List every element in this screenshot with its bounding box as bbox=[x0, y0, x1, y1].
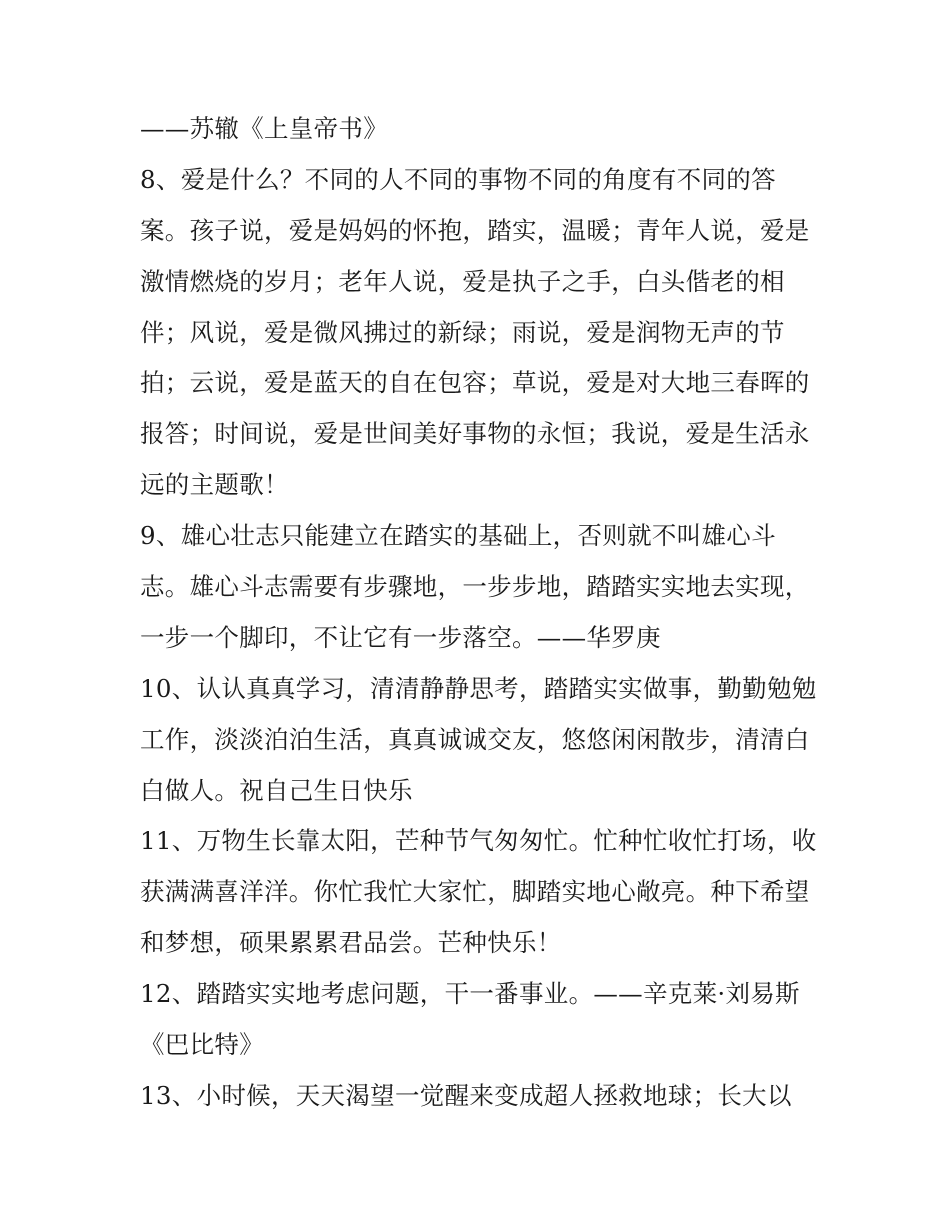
text-line: 激情燃烧的岁月；老年人说，爱是执子之手，白头偕老的相 bbox=[140, 266, 785, 296]
text-line: 一步一个脚印，不让它有一步落空。——华罗庚 bbox=[140, 622, 661, 652]
text-line: 志。雄心斗志需要有步骤地，一步步地，踏踏实实地去实现， bbox=[140, 572, 810, 602]
text-line: 和梦想，硕果累累君品尝。芒种快乐！ bbox=[140, 928, 562, 958]
text-line: 《巴比特》 bbox=[140, 1030, 264, 1060]
text-line: 11、万物生长靠太阳，芒种节气匆匆忙。忙种忙收忙打场，收 bbox=[140, 826, 817, 856]
text-line: 远的主题歌！ bbox=[140, 470, 289, 500]
text-line: 工作，淡淡泊泊生活，真真诚诚交友，悠悠闲闲散步，清清白 bbox=[140, 724, 810, 754]
text-line: 案。孩子说，爱是妈妈的怀抱，踏实，温暖；青年人说，爱是 bbox=[140, 215, 810, 245]
text-line: 12、踏踏实实地考虑问题，干一番事业。——辛克莱·刘易斯 bbox=[140, 979, 800, 1009]
text-line: 9、雄心壮志只能建立在踏实的基础上，否则就不叫雄心斗 bbox=[140, 521, 776, 551]
text-line: 报答；时间说，爱是世间美好事物的永恒；我说，爱是生活永 bbox=[140, 419, 810, 449]
text-line: 伴；风说，爱是微风拂过的新绿；雨说，爱是润物无声的节 bbox=[140, 317, 785, 347]
document-body bbox=[140, 104, 820, 1122]
text-line: 8、爱是什么？不同的人不同的事物不同的角度有不同的答 bbox=[140, 164, 776, 194]
text-line: 白做人。祝自己生日快乐 bbox=[140, 775, 413, 805]
text-line: 13、小时候，天天渴望一觉醒来变成超人拯救地球；长大以 bbox=[140, 1080, 792, 1110]
text-line: 10、认认真真学习，清清静静思考，踏踏实实做事，勤勤勉勉 bbox=[140, 673, 817, 703]
text-line: 拍；云说，爱是蓝天的自在包容；草说，爱是对大地三春晖的 bbox=[140, 368, 810, 398]
text-line: 获满满喜洋洋。你忙我忙大家忙，脚踏实地心敞亮。种下希望 bbox=[140, 877, 810, 907]
text-line: ——苏辙《上皇帝书》 bbox=[140, 114, 388, 143]
